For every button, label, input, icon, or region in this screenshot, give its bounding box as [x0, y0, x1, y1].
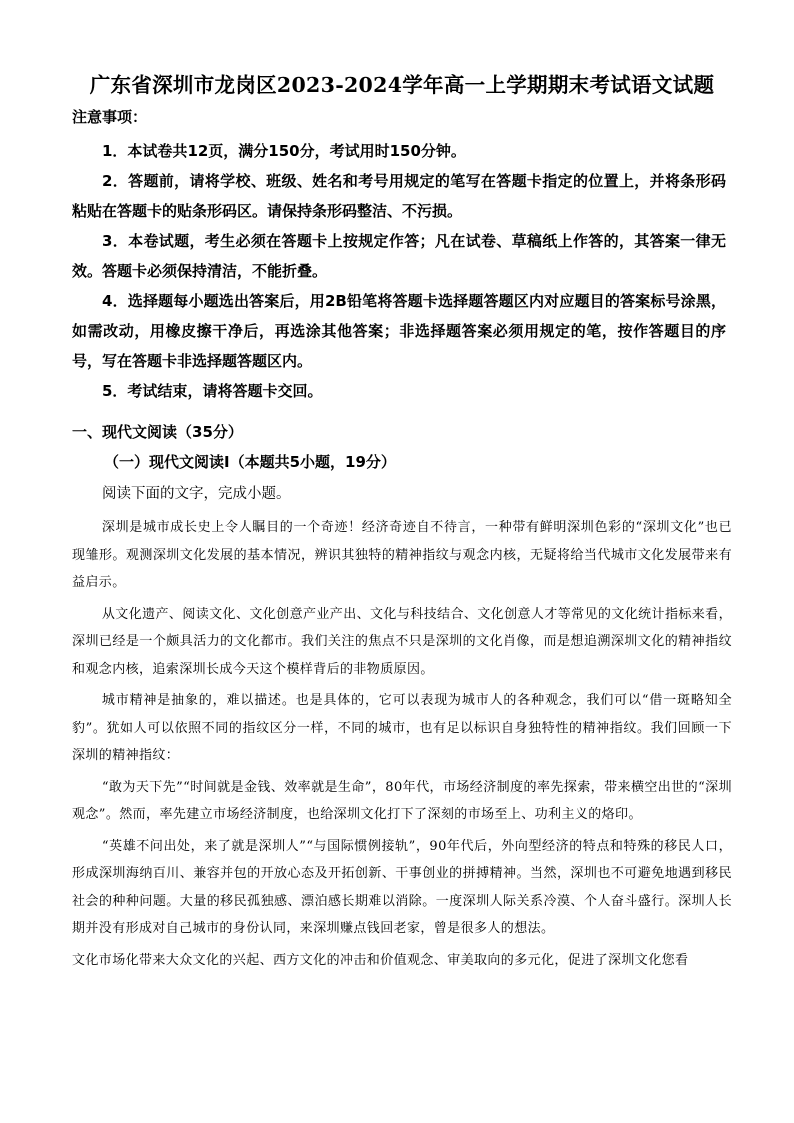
note-item: 1．本试卷共12页，满分150分，考试用时150分钟。: [102, 142, 466, 160]
reading-instruction: 阅读下面的文字，完成小题。: [102, 486, 291, 502]
note-item: 3．本卷试题，考生必须在答题卡上按规定作答；凡在试卷、草稿纸上作答的，其答案一律无效。答题卡必须保持清洁，不能折叠。: [72, 232, 726, 280]
passage-paragraph: “英雄不问出处，来了就是深圳人”“与国际惯例接轨”，90年代后，外向型经济的特点和特殊的移民人口，形成深圳海纳百川、兼容并包的开放心态及开拓创新、干事创业的拼搏精神。当然，深圳也不可避免地遇到移民社会的种种问题。大量的移民孤独感、漂泊感长期难以消除。一度深圳人际关系冷漠、个人奋斗盛行。深圳人长期并没有形成对自己城市的身份认同，来深圳赚点钱回老家，曾是很多人的想法。: [72, 838, 732, 936]
passage-paragraph: “敢为天下先”“时间就是金钱、效率就是生命”，80年代，市场经济制度的率先探索，带来横空出世的“深圳观念”。然而，率先建立市场经济制度，也给深圳文化打下了深刻的市场至上、功利主义的烙印。: [72, 779, 732, 822]
passage-paragraph: 深圳是城市成长史上令人瞩目的一个奇迹！经济奇迹自不待言，一种带有鲜明深圳色彩的“深圳文化”也已现雏形。观测深圳文化发展的基本情况，辨识其独特的精神指纹与观念内核，无疑将给当代城市文化发展带来有益启示。: [72, 520, 732, 590]
notes-list: [72, 136, 726, 406]
document-title: 广东省深圳市龙岗区2023-2024学年高一上学期期末考试语文试题: [89, 73, 715, 97]
passage-paragraph: 文化市场化带来大众文化的兴起、西方文化的冲击和价值观念、审美取向的多元化，促进了深圳文化您看: [72, 952, 689, 968]
note-item: 4．选择题每小题选出答案后，用2B铅笔将答题卡选择题答题区内对应题目的答案标号涂黑，如需改动，用橡皮擦干净后，再选涂其他答案；非选择题答案必须用规定的笔，按作答题目的序号，写在答题卡非选择题答题区内。: [72, 292, 726, 370]
notes-heading: 注意事项：: [72, 108, 148, 126]
note-item: 2．答题前，请将学校、班级、姓名和考号用规定的笔写在答题卡指定的位置上，并将条形码粘贴在答题卡的贴条形码区。请保持条形码整洁、不污损。: [72, 172, 726, 220]
reading-passage: [72, 514, 732, 978]
subsection-heading: （一）现代文阅读Ⅰ（本题共5小题，19分）: [104, 453, 396, 471]
passage-paragraph: 城市精神是抽象的，难以描述。也是具体的，它可以表现为城市人的各种观念，我们可以“借一斑略知全豹”。犹如人可以依照不同的指纹区分一样，不同的城市，也有足以标识自身独特性的精神指纹。我们回顾一下深圳的精神指纹：: [72, 693, 732, 763]
section-heading: 一、现代文阅读（35分）: [72, 423, 243, 441]
passage-paragraph: 从文化遗产、阅读文化、文化创意产业产出、文化与科技结合、文化创意人才等常见的文化统计指标来看，深圳已经是一个颇具活力的文化都市。我们关注的焦点不只是深圳的文化肖像，而是想追溯深圳文化的精神指纹和观念内核，追索深圳长成今天这个模样背后的非物质原因。: [72, 606, 732, 677]
note-item: 5．考试结束，请将答题卡交回。: [102, 382, 323, 400]
